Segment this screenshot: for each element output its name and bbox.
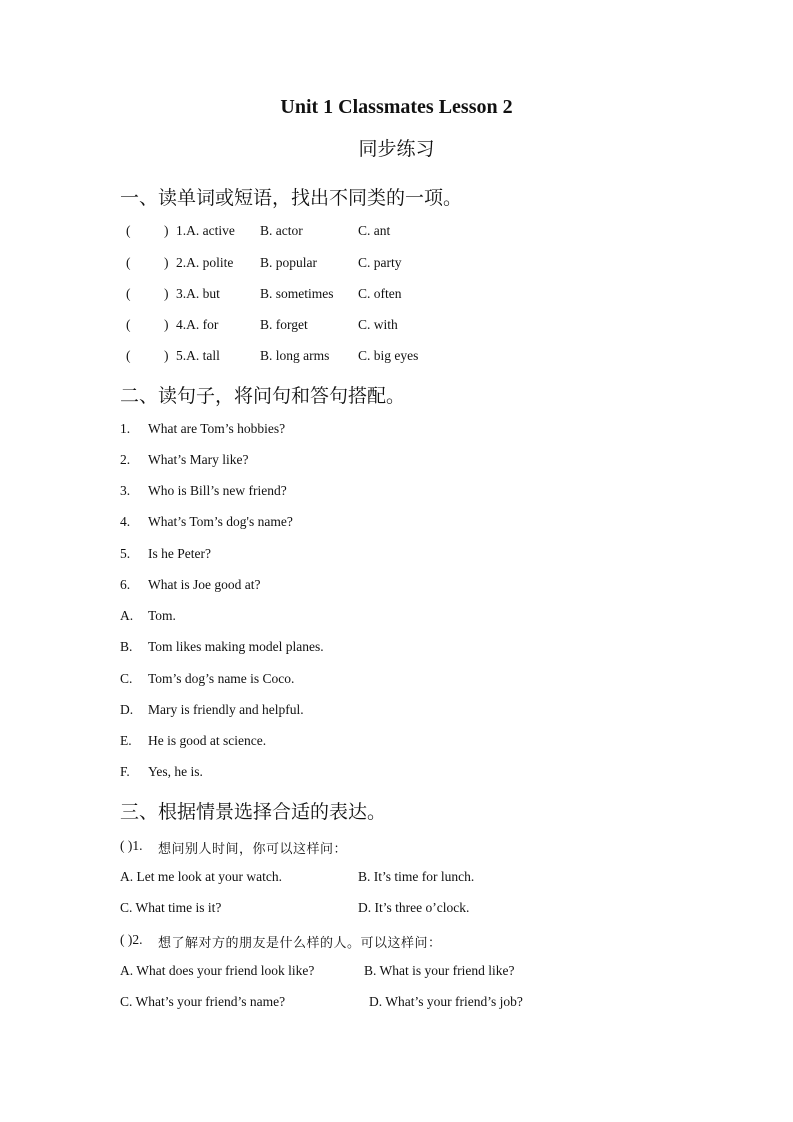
option-b: B. sometimes [260,286,334,301]
answer-bracket-close: ) [164,286,169,301]
answer-bracket-open: ( [126,348,131,363]
page-title: Unit 1 Classmates Lesson 2 [280,96,513,118]
option-c: C. with [358,317,398,332]
option-a: A. What does your friend look like? [120,963,315,978]
option-b: B. It’s time for lunch. [358,869,475,884]
option-b: B. long arms [260,348,330,363]
answer-letter: F. [120,764,130,779]
question-number: 1. [120,421,131,436]
option-c: C. What time is it? [120,900,222,915]
question-number: 4. [120,514,131,529]
question-text: Is he Peter? [148,546,211,561]
page-subtitle: 同步练习 [358,138,435,160]
answer-bracket-close: ) [164,317,169,332]
answer-letter: C. [120,671,133,686]
option-c: C. party [358,255,402,270]
option-c: C. big eyes [358,348,419,363]
option-a: 2.A. polite [176,255,234,270]
answer-text: Tom. [148,608,176,623]
option-a: 4.A. for [176,317,219,332]
option-b: B. popular [260,255,317,270]
answer-bracket-close: ) [164,223,169,238]
answer-bracket-open: ( [126,255,131,270]
option-d: D. It’s three o’clock. [358,900,470,915]
option-b: B. actor [260,223,303,238]
option-b: B. What is your friend like? [364,963,515,978]
section-3-heading: 三、根据情景选择合适的表达。 [120,801,387,823]
option-c: C. What’s your friend’s name? [120,994,286,1009]
answer-bracket-close: ) [164,255,169,270]
answer-bracket-open: ( [126,286,131,301]
question-number: 2. [120,452,131,467]
question-prefix: ( )1. [120,838,143,853]
question-text: Who is Bill’s new friend? [148,483,287,498]
question-prefix: ( )2. [120,932,143,947]
question-number: 5. [120,546,131,561]
question-number: 3. [120,483,131,498]
answer-text: Mary is friendly and helpful. [148,702,304,717]
section-2-heading: 二、读句子，将问句和答句搭配。 [120,385,406,407]
option-a: A. Let me look at your watch. [120,869,282,884]
option-d: D. What’s your friend’s job? [369,994,523,1009]
answer-text: Tom’s dog’s name is Coco. [148,671,295,686]
question-prompt: 想了解对方的朋友是什么样的人。可以这样问： [158,936,442,951]
answer-text: He is good at science. [148,733,267,748]
question-text: What’s Tom’s dog's name? [148,514,293,529]
answer-text: Tom likes making model planes. [148,639,324,654]
answer-letter: B. [120,639,133,654]
option-c: C. ant [358,223,391,238]
question-number: 6. [120,577,131,592]
question-text: What’s Mary like? [148,452,249,467]
section-1-heading: 一、读单词或短语，找出不同类的一项。 [120,187,463,209]
question-prompt: 想问别人时间，你可以这样问： [158,842,348,857]
option-a: 5.A. tall [176,348,220,363]
option-c: C. often [358,286,402,301]
answer-text: Yes, he is. [148,764,203,779]
question-text: What are Tom’s hobbies? [148,421,286,436]
question-text: What is Joe good at? [148,577,261,592]
answer-bracket-open: ( [126,223,131,238]
answer-letter: D. [120,702,134,717]
option-b: B. forget [260,317,308,332]
option-a: 1.A. active [176,223,235,238]
answer-letter: A. [120,608,134,623]
answer-bracket-close: ) [164,348,169,363]
answer-bracket-open: ( [126,317,131,332]
answer-letter: E. [120,733,132,748]
option-a: 3.A. but [176,286,220,301]
